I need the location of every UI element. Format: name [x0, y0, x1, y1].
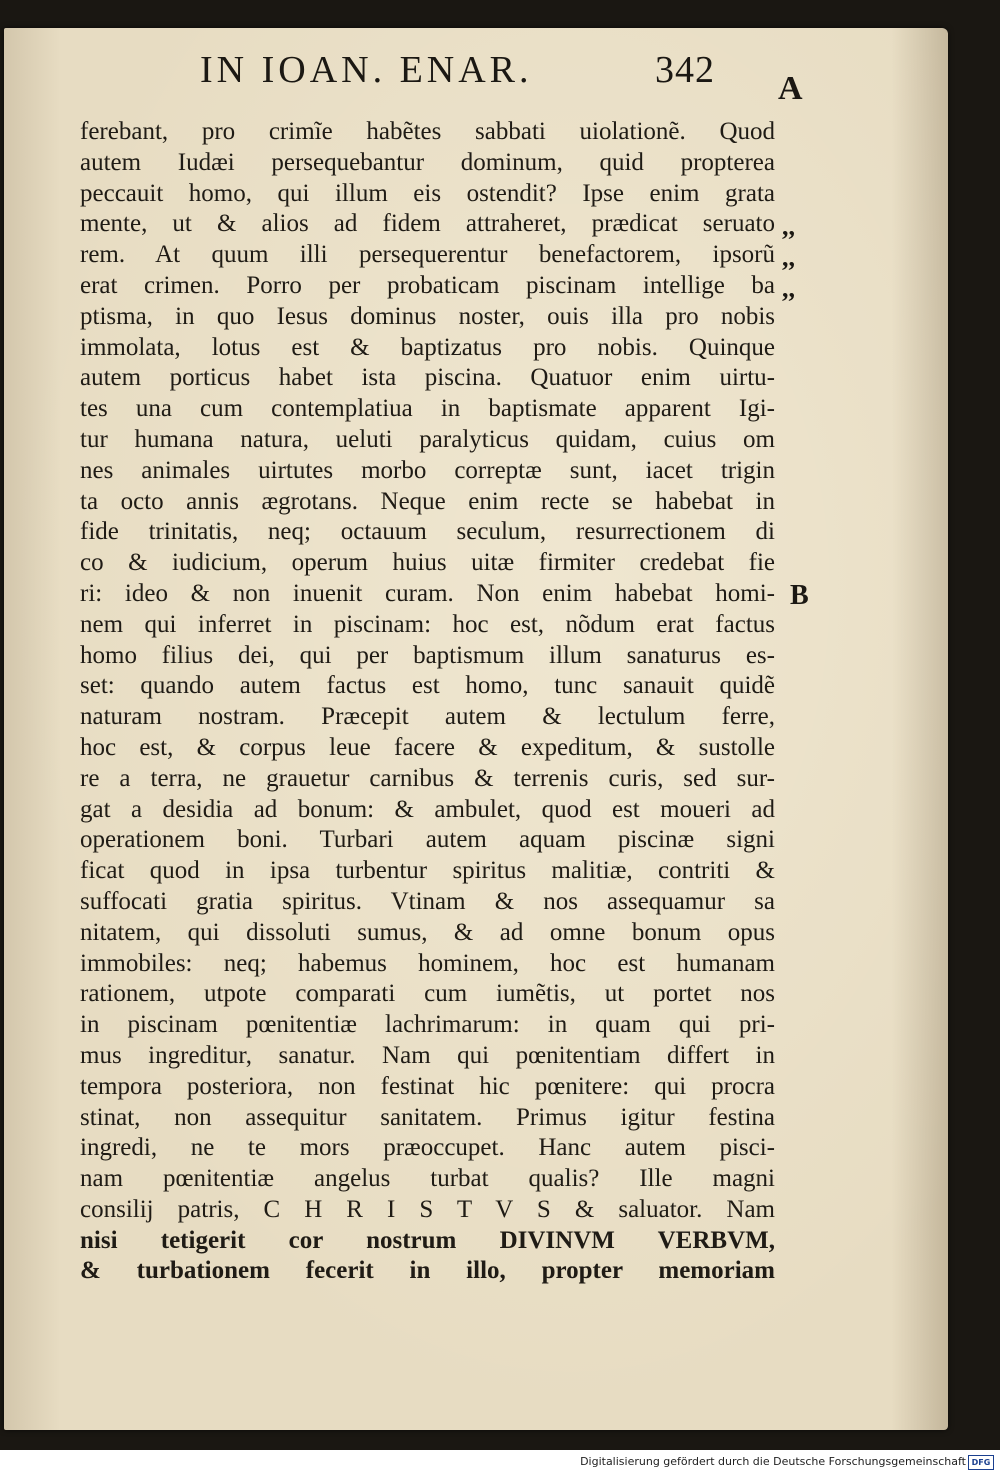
text-line: operationem boni. Turbari autem aquam piscinæ signi — [80, 826, 775, 854]
text-line: tes una cum contemplatiua in baptismate apparent Igi- — [80, 395, 775, 423]
margin-quote-mark: ,, — [782, 212, 795, 241]
dfg-logo: DFG — [968, 1455, 994, 1470]
text-line: gat a desidia ad bonum: & ambulet, quod est moueri ad — [80, 795, 775, 823]
text-line: nam pœnitentiæ angelus turbat qualis? Ille magni — [80, 1165, 775, 1193]
text-line: tur humana natura, ueluti paralyticus quidam, cuius om — [80, 425, 775, 453]
text-line: suffocati gratia spiritus. Vtinam & nos assequamur sa — [80, 887, 775, 915]
text-line: ri: ideo & non inuenit curam. Non enim habebat homi- — [80, 579, 775, 607]
running-head — [200, 48, 715, 98]
text-line: nitatem, qui dissoluti sumus, & ad omne bonum opus — [80, 918, 775, 946]
text-line: nem qui inferret in piscinam: hoc est, nõdum erat factus — [80, 610, 775, 638]
text-line: & turbationem fecerit in illo, propter memoriam — [80, 1257, 775, 1285]
text-line: ta octo annis ægrotans. Neque enim recte se habebat in — [80, 487, 775, 515]
text-line: rem. At quum illi persequerentur benefactorem, ipsorũ — [80, 241, 775, 269]
text-line: co & iudicium, operum huius uitæ firmiter credebat fie — [80, 549, 775, 577]
text-line: autem porticus habet ista piscina. Quatuor enim uirtu- — [80, 364, 775, 392]
text-line: nisi tetigerit cor nostrum DIVINVM VERBVM, — [80, 1226, 775, 1254]
running-title: IN IOAN. ENAR. — [200, 49, 533, 91]
text-line: stinat, non assequitur sanitatem. Primus igitur festina — [80, 1103, 775, 1131]
text-line: consilij patris, C H R I S T V S & saluator. Nam — [80, 1195, 775, 1223]
text-line: mus ingreditur, sanatur. Nam qui pœnitentiam differt in — [80, 1041, 775, 1069]
text-line: erat crimen. Porro per probaticam piscinam intellige ba — [80, 271, 775, 299]
text-line: homo filius dei, qui per baptismum illum sanaturus es- — [80, 641, 775, 669]
text-line: hoc est, & corpus leue facere & expeditum, & sustolle — [80, 733, 775, 761]
text-line: nes animales uirtutes morbo correptæ sunt, iacet trigin — [80, 456, 775, 484]
text-line: set: quando autem factus est homo, tunc sanauit quidẽ — [80, 672, 775, 700]
text-line: naturam nostram. Præcepit autem & lectulum ferre, — [80, 703, 775, 731]
margin-quote-mark: ,, — [782, 274, 795, 303]
text-line: ptisma, in quo Iesus dominus noster, ouis illa pro nobis — [80, 302, 775, 330]
footer-bar — [0, 1450, 1000, 1474]
text-line: in piscinam pœnitentiæ lachrimarum: in quam qui pri- — [80, 1011, 775, 1039]
text-line: mente, ut & alios ad fidem attraheret, prædicat seruato — [80, 210, 775, 238]
digitization-credit: Digitalisierung gefördert durch die Deutsche Forschungsgemeinschaft — [580, 1455, 966, 1468]
text-line: peccauit homo, qui illum eis ostendit? Ipse enim grata — [80, 179, 775, 207]
text-line: ficat quod in ipsa turbentur spiritus malitiæ, contriti & — [80, 857, 775, 885]
margin-quote-mark: ,, — [782, 243, 795, 272]
section-marker-a: A — [778, 70, 803, 107]
section-marker-b: B — [790, 580, 809, 611]
text-line: immobiles: neq; habemus hominem, hoc est humanam — [80, 949, 775, 977]
text-line: autem Iudæi persequebantur dominum, quid propterea — [80, 148, 775, 176]
page-number: 342 — [655, 49, 715, 91]
body-text — [80, 117, 775, 1287]
text-line: ferebant, pro crimĩe habẽtes sabbati uiolationẽ. Quod — [80, 118, 775, 145]
text-line: rationem, utpote comparati cum iumẽtis, ut portet nos — [80, 980, 775, 1008]
text-line: tempora posteriora, non festinat hic pœnitere: qui procra — [80, 1072, 775, 1100]
text-line: fide trinitatis, neq; octauum seculum, resurrectionem di — [80, 518, 775, 546]
text-line: ingredi, ne te mors præoccupet. Hanc autem pisci- — [80, 1134, 775, 1162]
text-line: immolata, lotus est & baptizatus pro nobis. Quinque — [80, 333, 775, 361]
text-line: re a terra, ne grauetur carnibus & terrenis curis, sed sur- — [80, 764, 775, 792]
